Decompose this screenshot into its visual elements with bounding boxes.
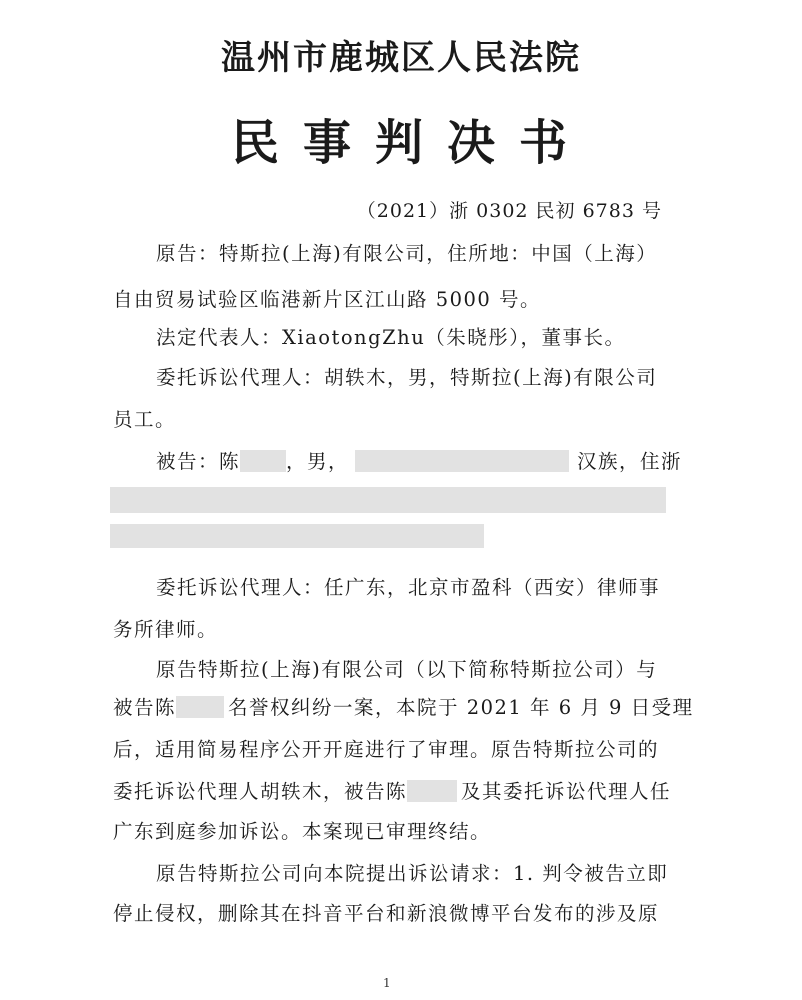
redacted-name (407, 780, 457, 802)
redacted-personal-info (355, 450, 569, 472)
defendant-line (156, 446, 682, 474)
defendant-agent-line-1: 委托诉讼代理人：任广东，北京市盈科（西安）律师事 (156, 576, 661, 599)
case-number: （2021）浙 0302 民初 6783 号 (356, 200, 662, 222)
redacted-name (240, 450, 286, 472)
defendant-agent-line-2: 务所律师。 (113, 618, 219, 641)
para1-line-4-b: 及其委托诉讼代理人任 (461, 780, 672, 803)
para2-line-2: 停止侵权，删除其在抖音平台和新浪微博平台发布的涉及原 (113, 902, 660, 925)
legal-representative: 法定代表人：XiaotongZhu（朱晓彤），董事长。 (156, 326, 626, 349)
defendant-suffix: 汉族，住浙 (577, 450, 683, 473)
page-number: 1 (383, 976, 391, 990)
defendant-prefix: 被告：陈 (156, 450, 241, 473)
para1-line-2-b: 名誉权纠纷一案，本院于 2021 年 6 月 9 日受理 (228, 696, 694, 719)
para2-line-1: 原告特斯拉公司向本院提出诉讼请求：1. 判令被告立即 (156, 862, 669, 885)
para1-line-2 (113, 692, 694, 720)
plaintiff-line-2: 自由贸易试验区临港新片区江山路 5000 号。 (113, 288, 542, 311)
para1-line-1: 原告特斯拉(上海)有限公司（以下简称特斯拉公司）与 (156, 658, 658, 681)
redacted-name (176, 696, 224, 718)
para1-line-3: 后，适用简易程序公开开庭进行了审理。原告特斯拉公司的 (113, 738, 660, 761)
defendant-mid: ，男， (286, 450, 350, 473)
redacted-address-line-1 (110, 487, 666, 513)
redacted-address-line-2 (110, 524, 484, 548)
para1-line-2-a: 被告陈 (113, 696, 177, 719)
para1-line-4-a: 委托诉讼代理人胡轶木，被告陈 (113, 780, 408, 803)
court-name: 温州市鹿城区人民法院 (221, 38, 581, 78)
document-title: 民事判决书 (230, 115, 591, 171)
plaintiff-line-1: 原告：特斯拉(上海)有限公司，住所地：中国（上海） (156, 242, 658, 265)
plaintiff-agent-line-2: 员工。 (113, 408, 177, 431)
para1-line-4 (113, 776, 671, 804)
para1-line-5: 广东到庭参加诉讼。本案现已审理终结。 (113, 820, 492, 843)
plaintiff-agent-line-1: 委托诉讼代理人：胡轶木，男，特斯拉(上海)有限公司 (156, 366, 658, 389)
